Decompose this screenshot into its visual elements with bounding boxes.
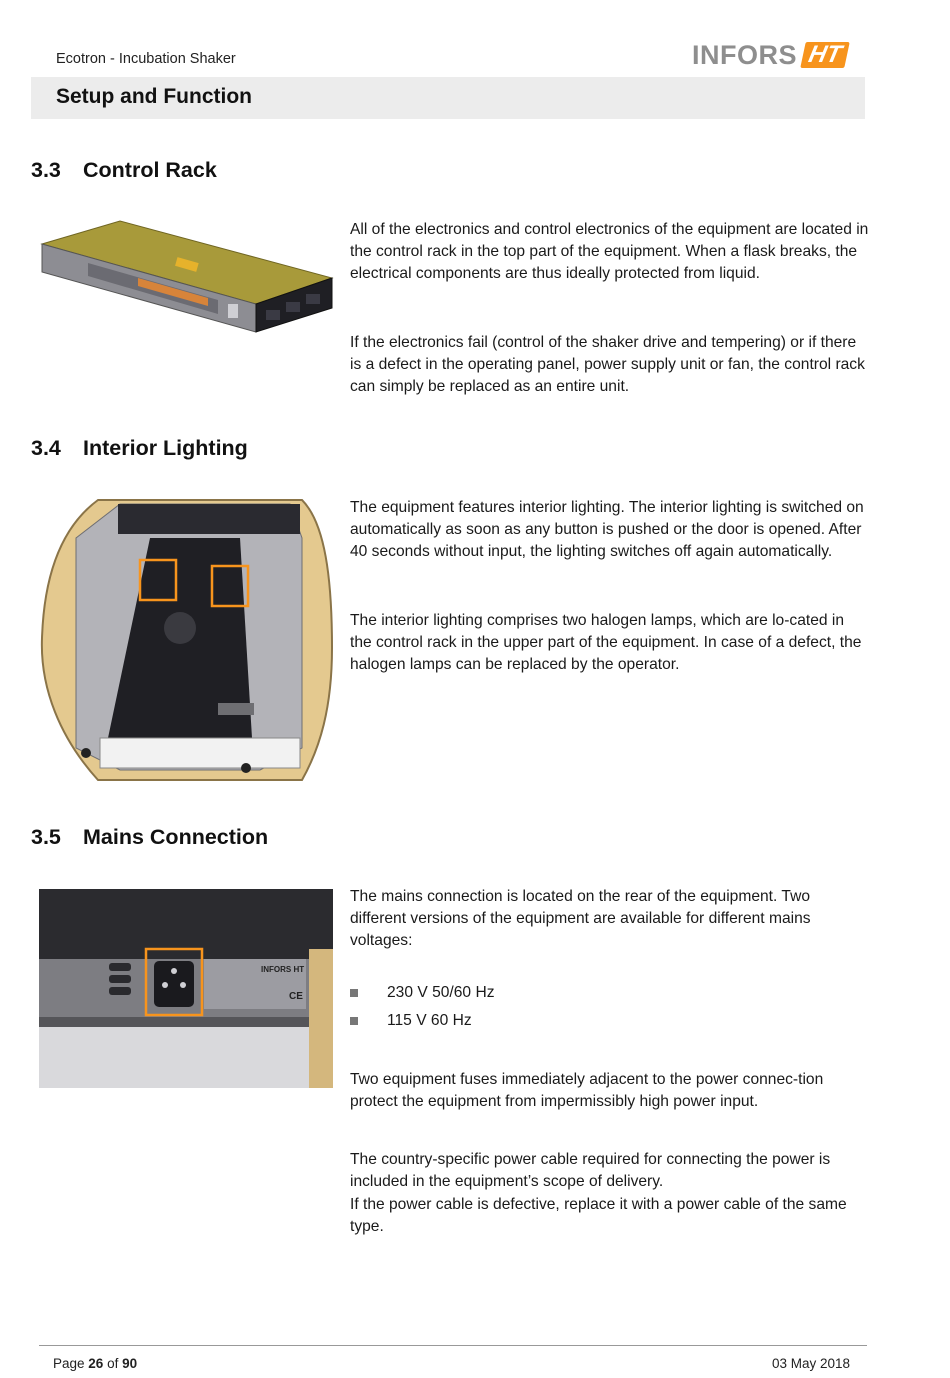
list-item bbox=[350, 1012, 472, 1030]
heading-number: 3.4 bbox=[31, 436, 61, 460]
mains-connection-image bbox=[39, 889, 333, 1088]
heading-control-rack bbox=[31, 158, 217, 183]
heading-mains-connection bbox=[31, 825, 268, 850]
logo-text: INFORS bbox=[692, 39, 798, 70]
footer-divider bbox=[39, 1345, 867, 1346]
heading-number: 3.5 bbox=[31, 825, 61, 849]
ce-mark: CE bbox=[289, 991, 303, 1002]
list-item bbox=[350, 984, 495, 1002]
heading-text: Mains Connection bbox=[83, 825, 269, 849]
page-current: 26 bbox=[88, 1356, 104, 1371]
paragraph: If the electronics fail (control of the shaker drive and tempering) or if there is a defect in the operating panel, power supply unit or fan, the control rack can simply be replaced as an entire unit. bbox=[350, 334, 865, 395]
list-item-text: 230 V 50/60 Hz bbox=[387, 984, 495, 1001]
paragraph: The interior lighting comprises two halogen lamps, which are lo-cated in the control rack in the upper part of the equipment. In case of a defect, the halogen lamps can be replaced by the operator. bbox=[350, 612, 862, 673]
heading-text: Control Rack bbox=[83, 158, 217, 182]
logo-badge: HT bbox=[800, 42, 850, 68]
infors-ht-logo bbox=[692, 40, 847, 70]
page-prefix: Page bbox=[53, 1356, 85, 1371]
page-of: of bbox=[107, 1356, 119, 1371]
paragraph: Two equipment fuses immediately adjacent to the power connec-tion protect the equipment from impermissibly high power input. bbox=[350, 1071, 824, 1110]
control-rack-image bbox=[38, 218, 334, 334]
heading-interior-lighting bbox=[31, 436, 248, 461]
heading-number: 3.3 bbox=[31, 158, 61, 182]
bullet-icon bbox=[350, 1017, 358, 1025]
footer-date: 03 May 2018 bbox=[772, 1356, 851, 1371]
paragraph: If the power cable is defective, replace it with a power cable of the same type. bbox=[350, 1196, 847, 1235]
paragraph: The equipment features interior lighting. The interior lighting is switched on automatically as soon as any button is pushed or the door is opened. After 40 seconds without input, the lighting switches off again automatically. bbox=[350, 499, 864, 560]
paragraph: The country-specific power cable required for connecting the power is included in the equipment’s scope of delivery. bbox=[350, 1151, 831, 1190]
interior-lighting-image bbox=[40, 498, 334, 786]
list-item-text: 115 V 60 Hz bbox=[387, 1012, 472, 1029]
page-number bbox=[53, 1356, 137, 1371]
heading-text: Interior Lighting bbox=[83, 436, 248, 460]
page-total: 90 bbox=[122, 1356, 138, 1371]
paragraph: All of the electronics and control electronics of the equipment are located in the control rack in the top part of the equipment. When a flask breaks, the electrical components are thus ideally protected from liquid. bbox=[350, 221, 869, 282]
document-title: Ecotron - Incubation Shaker bbox=[56, 51, 236, 67]
paragraph: The mains connection is located on the rear of the equipment. Two different versions of the equipment are available for different mains voltages: bbox=[350, 888, 811, 949]
bullet-icon bbox=[350, 989, 358, 997]
rating-plate-brand: INFORS HT bbox=[261, 965, 305, 974]
chapter-title: Setup and Function bbox=[56, 85, 252, 108]
